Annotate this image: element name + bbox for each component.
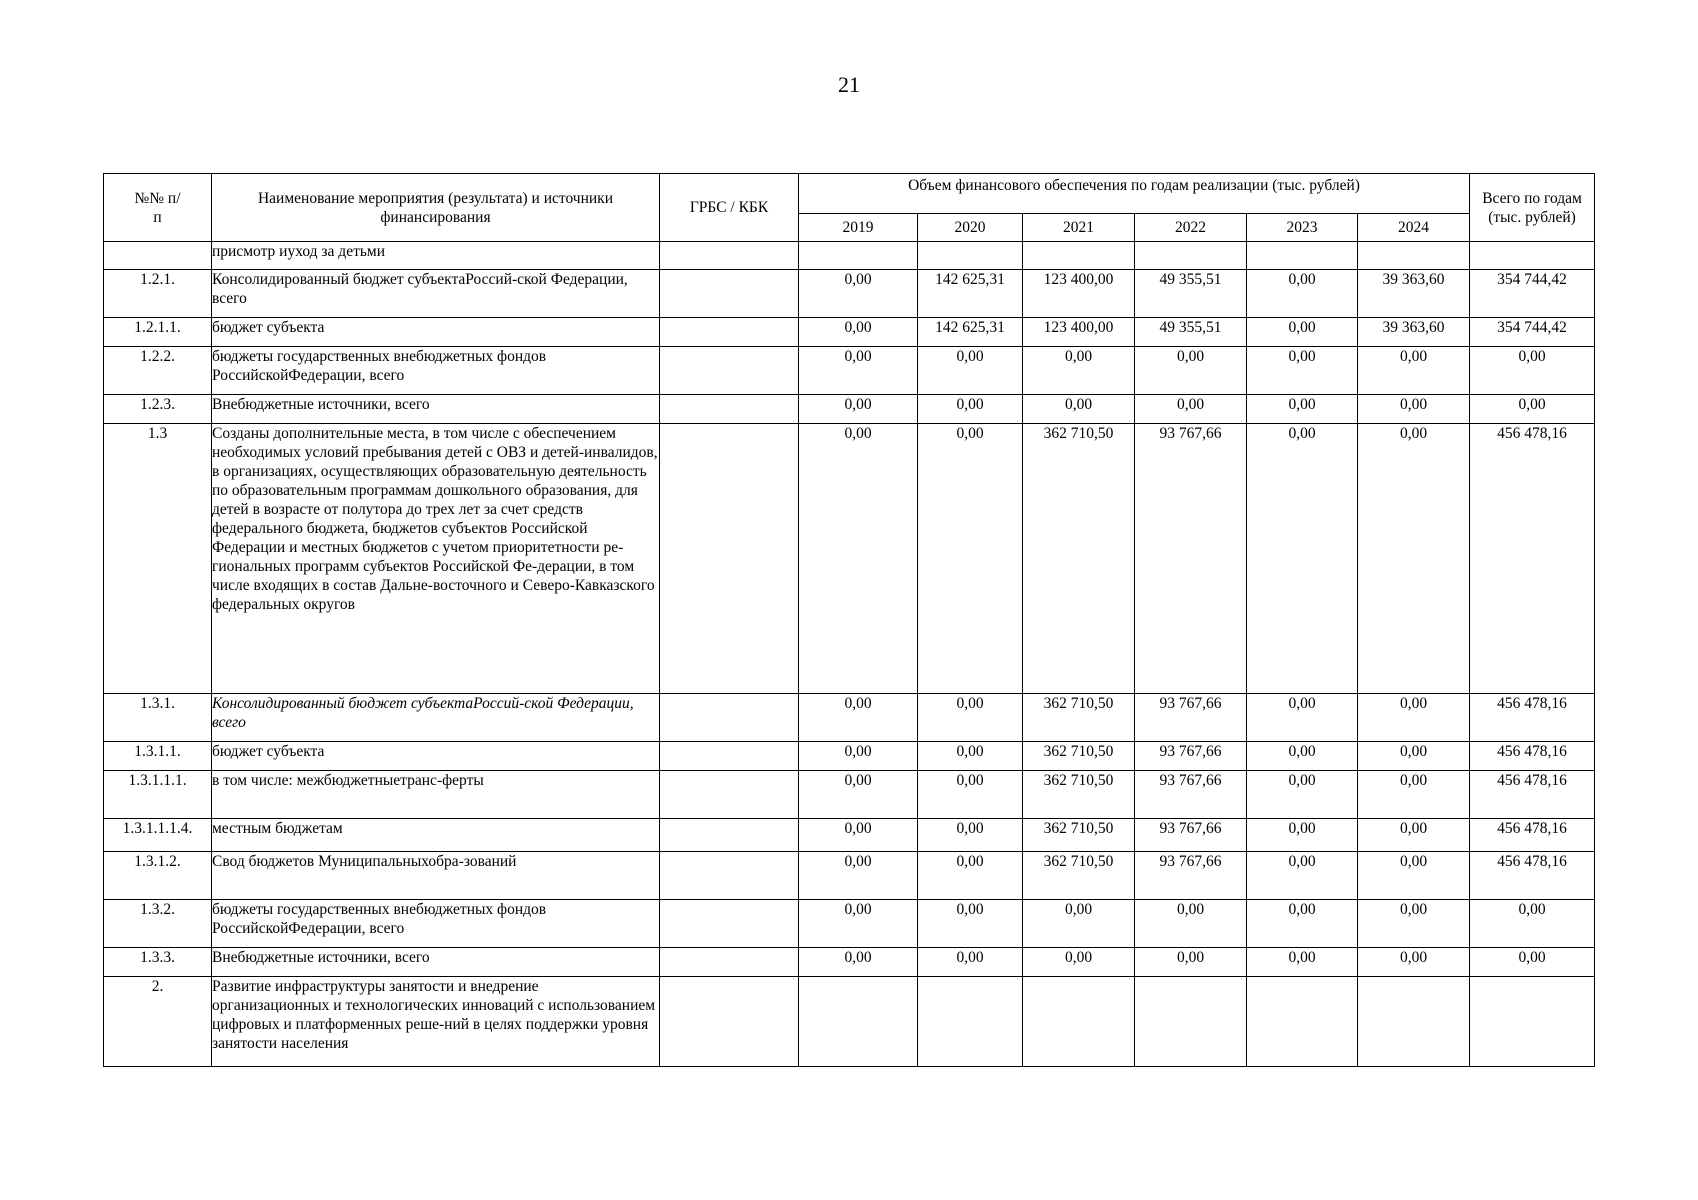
row-value-2022 <box>1135 977 1247 1067</box>
row-value-2020 <box>918 242 1023 270</box>
row-value-2021: 0,00 <box>1023 948 1135 977</box>
row-grbs <box>660 771 799 819</box>
row-name: Внебюджетные источники, всего <box>212 395 660 424</box>
row-value-2022: 0,00 <box>1135 395 1247 424</box>
row-value-2024: 0,00 <box>1358 948 1470 977</box>
row-name: бюджет субъекта <box>212 742 660 771</box>
row-total: 354 744,42 <box>1470 318 1595 347</box>
row-value-2019 <box>799 977 918 1067</box>
row-value-2024: 39 363,60 <box>1358 318 1470 347</box>
row-name: бюджет субъекта <box>212 318 660 347</box>
row-value-2021 <box>1023 242 1135 270</box>
row-number: 1.2.1.1. <box>104 318 212 347</box>
row-value-2022: 93 767,66 <box>1135 852 1247 900</box>
row-value-2023: 0,00 <box>1247 347 1358 395</box>
row-value-2022: 49 355,51 <box>1135 270 1247 318</box>
row-value-2020 <box>918 977 1023 1067</box>
row-grbs <box>660 242 799 270</box>
header-grbs: ГРБС / КБК <box>660 174 799 242</box>
row-number: 2. <box>104 977 212 1067</box>
table-row <box>104 771 1595 819</box>
row-value-2022: 93 767,66 <box>1135 694 1247 742</box>
header-year: 2020 <box>918 214 1023 242</box>
table-row <box>104 347 1595 395</box>
table-row <box>104 242 1595 270</box>
table-row <box>104 270 1595 318</box>
header-year: 2019 <box>799 214 918 242</box>
row-value-2019: 0,00 <box>799 900 918 948</box>
row-value-2022 <box>1135 242 1247 270</box>
table-row <box>104 424 1595 694</box>
row-number: 1.2.3. <box>104 395 212 424</box>
row-value-2019: 0,00 <box>799 270 918 318</box>
row-value-2021: 0,00 <box>1023 347 1135 395</box>
table-row <box>104 900 1595 948</box>
row-total: 456 478,16 <box>1470 852 1595 900</box>
table-row <box>104 948 1595 977</box>
row-grbs <box>660 424 799 694</box>
row-number: 1.3 <box>104 424 212 694</box>
table-row <box>104 742 1595 771</box>
row-grbs <box>660 852 799 900</box>
table-row <box>104 395 1595 424</box>
row-grbs <box>660 395 799 424</box>
page-number: 21 <box>838 72 860 97</box>
row-number <box>104 242 212 270</box>
header-year: 2021 <box>1023 214 1135 242</box>
row-value-2021: 123 400,00 <box>1023 270 1135 318</box>
row-number: 1.2.1. <box>104 270 212 318</box>
row-name: местным бюджетам <box>212 819 660 852</box>
row-value-2023: 0,00 <box>1247 948 1358 977</box>
header-year: 2023 <box>1247 214 1358 242</box>
row-value-2023: 0,00 <box>1247 424 1358 694</box>
table-row <box>104 852 1595 900</box>
row-value-2020: 0,00 <box>918 424 1023 694</box>
row-number: 1.3.1.1.1. <box>104 771 212 819</box>
row-value-2020: 0,00 <box>918 347 1023 395</box>
row-value-2023 <box>1247 977 1358 1067</box>
row-value-2019: 0,00 <box>799 771 918 819</box>
row-value-2024 <box>1358 977 1470 1067</box>
row-value-2024: 0,00 <box>1358 900 1470 948</box>
row-name: Консолидированный бюджет субъектаРоссий-ской Федерации, всего <box>212 270 660 318</box>
table-row <box>104 977 1595 1067</box>
row-value-2020: 142 625,31 <box>918 270 1023 318</box>
row-value-2021 <box>1023 977 1135 1067</box>
header-num: №№ п/п <box>104 174 212 242</box>
row-value-2019: 0,00 <box>799 395 918 424</box>
row-value-2024: 0,00 <box>1358 742 1470 771</box>
row-value-2024: 0,00 <box>1358 347 1470 395</box>
row-value-2023: 0,00 <box>1247 852 1358 900</box>
row-value-2020: 0,00 <box>918 742 1023 771</box>
row-value-2024: 39 363,60 <box>1358 270 1470 318</box>
row-value-2022: 0,00 <box>1135 347 1247 395</box>
row-name: Внебюджетные источники, всего <box>212 948 660 977</box>
header-year: 2024 <box>1358 214 1470 242</box>
row-number: 1.3.1.1.1.4. <box>104 819 212 852</box>
row-value-2022: 0,00 <box>1135 900 1247 948</box>
row-value-2024 <box>1358 242 1470 270</box>
header-total: Всего по годам (тыс. рублей) <box>1470 174 1595 242</box>
row-value-2022: 0,00 <box>1135 948 1247 977</box>
row-value-2022: 49 355,51 <box>1135 318 1247 347</box>
row-grbs <box>660 819 799 852</box>
row-name: Созданы дополнительные места, в том числе с обеспечением необходимых условий пребывания детей с ОВЗ и детей-инвалидов, в организациях, осуществляющих образовательную деятельность по образовательным программам дошкольного образования, для детей в возрасте от полутора до трех лет за счет средств федерального бюджета, бюджетов субъектов Российской Федерации и местных бюджетов с учетом приоритетности ре-гиональных программ субъектов Российской Фе-дерации, в том числе входящих в состав Дальне-восточного и Северо-Кавказского федеральных округов <box>212 424 660 694</box>
row-total: 0,00 <box>1470 347 1595 395</box>
row-name: Консолидированный бюджет субъектаРоссий-ской Федерации, всего <box>212 694 660 742</box>
row-value-2019: 0,00 <box>799 424 918 694</box>
row-total: 456 478,16 <box>1470 819 1595 852</box>
row-grbs <box>660 347 799 395</box>
row-value-2019: 0,00 <box>799 852 918 900</box>
row-value-2023: 0,00 <box>1247 270 1358 318</box>
row-value-2021: 123 400,00 <box>1023 318 1135 347</box>
row-total: 354 744,42 <box>1470 270 1595 318</box>
header-name: Наименование мероприятия (результата) и источники финансирования <box>212 174 660 242</box>
row-total: 456 478,16 <box>1470 742 1595 771</box>
row-value-2023: 0,00 <box>1247 318 1358 347</box>
row-total: 456 478,16 <box>1470 694 1595 742</box>
row-value-2021: 0,00 <box>1023 395 1135 424</box>
row-total: 456 478,16 <box>1470 424 1595 694</box>
row-total: 456 478,16 <box>1470 771 1595 819</box>
row-name: бюджеты государственных внебюджетных фондов РоссийскойФедерации, всего <box>212 347 660 395</box>
row-value-2020: 0,00 <box>918 852 1023 900</box>
row-value-2022: 93 767,66 <box>1135 424 1247 694</box>
row-grbs <box>660 900 799 948</box>
row-value-2024: 0,00 <box>1358 424 1470 694</box>
row-value-2022: 93 767,66 <box>1135 742 1247 771</box>
row-value-2023: 0,00 <box>1247 900 1358 948</box>
row-value-2024: 0,00 <box>1358 395 1470 424</box>
row-grbs <box>660 977 799 1067</box>
row-grbs <box>660 948 799 977</box>
row-value-2023: 0,00 <box>1247 395 1358 424</box>
header-volume: Объем финансового обеспечения по годам реализации (тыс. рублей) <box>799 174 1470 214</box>
row-value-2024: 0,00 <box>1358 819 1470 852</box>
row-value-2020: 0,00 <box>918 771 1023 819</box>
row-name: присмотр иуход за детьми <box>212 242 660 270</box>
row-value-2021: 0,00 <box>1023 900 1135 948</box>
row-value-2022: 93 767,66 <box>1135 819 1247 852</box>
row-grbs <box>660 318 799 347</box>
row-name: бюджеты государственных внебюджетных фондов РоссийскойФедерации, всего <box>212 900 660 948</box>
table-row <box>104 694 1595 742</box>
row-value-2023: 0,00 <box>1247 694 1358 742</box>
row-grbs <box>660 270 799 318</box>
table-body <box>104 242 1595 1067</box>
row-number: 1.2.2. <box>104 347 212 395</box>
row-total: 0,00 <box>1470 900 1595 948</box>
row-number: 1.3.2. <box>104 900 212 948</box>
row-value-2020: 0,00 <box>918 819 1023 852</box>
row-total: 0,00 <box>1470 395 1595 424</box>
header-year: 2022 <box>1135 214 1247 242</box>
row-value-2019: 0,00 <box>799 948 918 977</box>
row-value-2023: 0,00 <box>1247 819 1358 852</box>
row-value-2020: 0,00 <box>918 900 1023 948</box>
row-value-2021: 362 710,50 <box>1023 694 1135 742</box>
row-value-2020: 0,00 <box>918 694 1023 742</box>
row-grbs <box>660 742 799 771</box>
row-value-2023 <box>1247 242 1358 270</box>
row-value-2023: 0,00 <box>1247 742 1358 771</box>
row-grbs <box>660 694 799 742</box>
row-number: 1.3.1.2. <box>104 852 212 900</box>
row-total <box>1470 977 1595 1067</box>
table-header <box>104 174 1595 242</box>
row-number: 1.3.1.1. <box>104 742 212 771</box>
row-total <box>1470 242 1595 270</box>
row-total: 0,00 <box>1470 948 1595 977</box>
row-value-2024: 0,00 <box>1358 852 1470 900</box>
row-value-2019: 0,00 <box>799 742 918 771</box>
row-value-2021: 362 710,50 <box>1023 852 1135 900</box>
row-value-2021: 362 710,50 <box>1023 771 1135 819</box>
row-value-2020: 0,00 <box>918 948 1023 977</box>
row-value-2021: 362 710,50 <box>1023 424 1135 694</box>
row-value-2019: 0,00 <box>799 819 918 852</box>
row-value-2019: 0,00 <box>799 694 918 742</box>
budget-table <box>103 173 1595 1067</box>
row-name: Развитие инфраструктуры занятости и внедрение организационных и технологических инноваций с использованием цифровых и платформенных реше-ний в целях поддержки уровня занятости населения <box>212 977 660 1067</box>
row-name: Свод бюджетов Муниципальныхобра-зований <box>212 852 660 900</box>
row-value-2021: 362 710,50 <box>1023 819 1135 852</box>
row-value-2020: 142 625,31 <box>918 318 1023 347</box>
row-name: в том числе: межбюджетныетранс-ферты <box>212 771 660 819</box>
row-value-2019: 0,00 <box>799 318 918 347</box>
row-value-2020: 0,00 <box>918 395 1023 424</box>
row-value-2019: 0,00 <box>799 347 918 395</box>
row-value-2021: 362 710,50 <box>1023 742 1135 771</box>
row-value-2019 <box>799 242 918 270</box>
row-value-2023: 0,00 <box>1247 771 1358 819</box>
row-number: 1.3.1. <box>104 694 212 742</box>
table-row <box>104 819 1595 852</box>
row-number: 1.3.3. <box>104 948 212 977</box>
row-value-2024: 0,00 <box>1358 694 1470 742</box>
table-row <box>104 318 1595 347</box>
row-value-2024: 0,00 <box>1358 771 1470 819</box>
row-value-2022: 93 767,66 <box>1135 771 1247 819</box>
